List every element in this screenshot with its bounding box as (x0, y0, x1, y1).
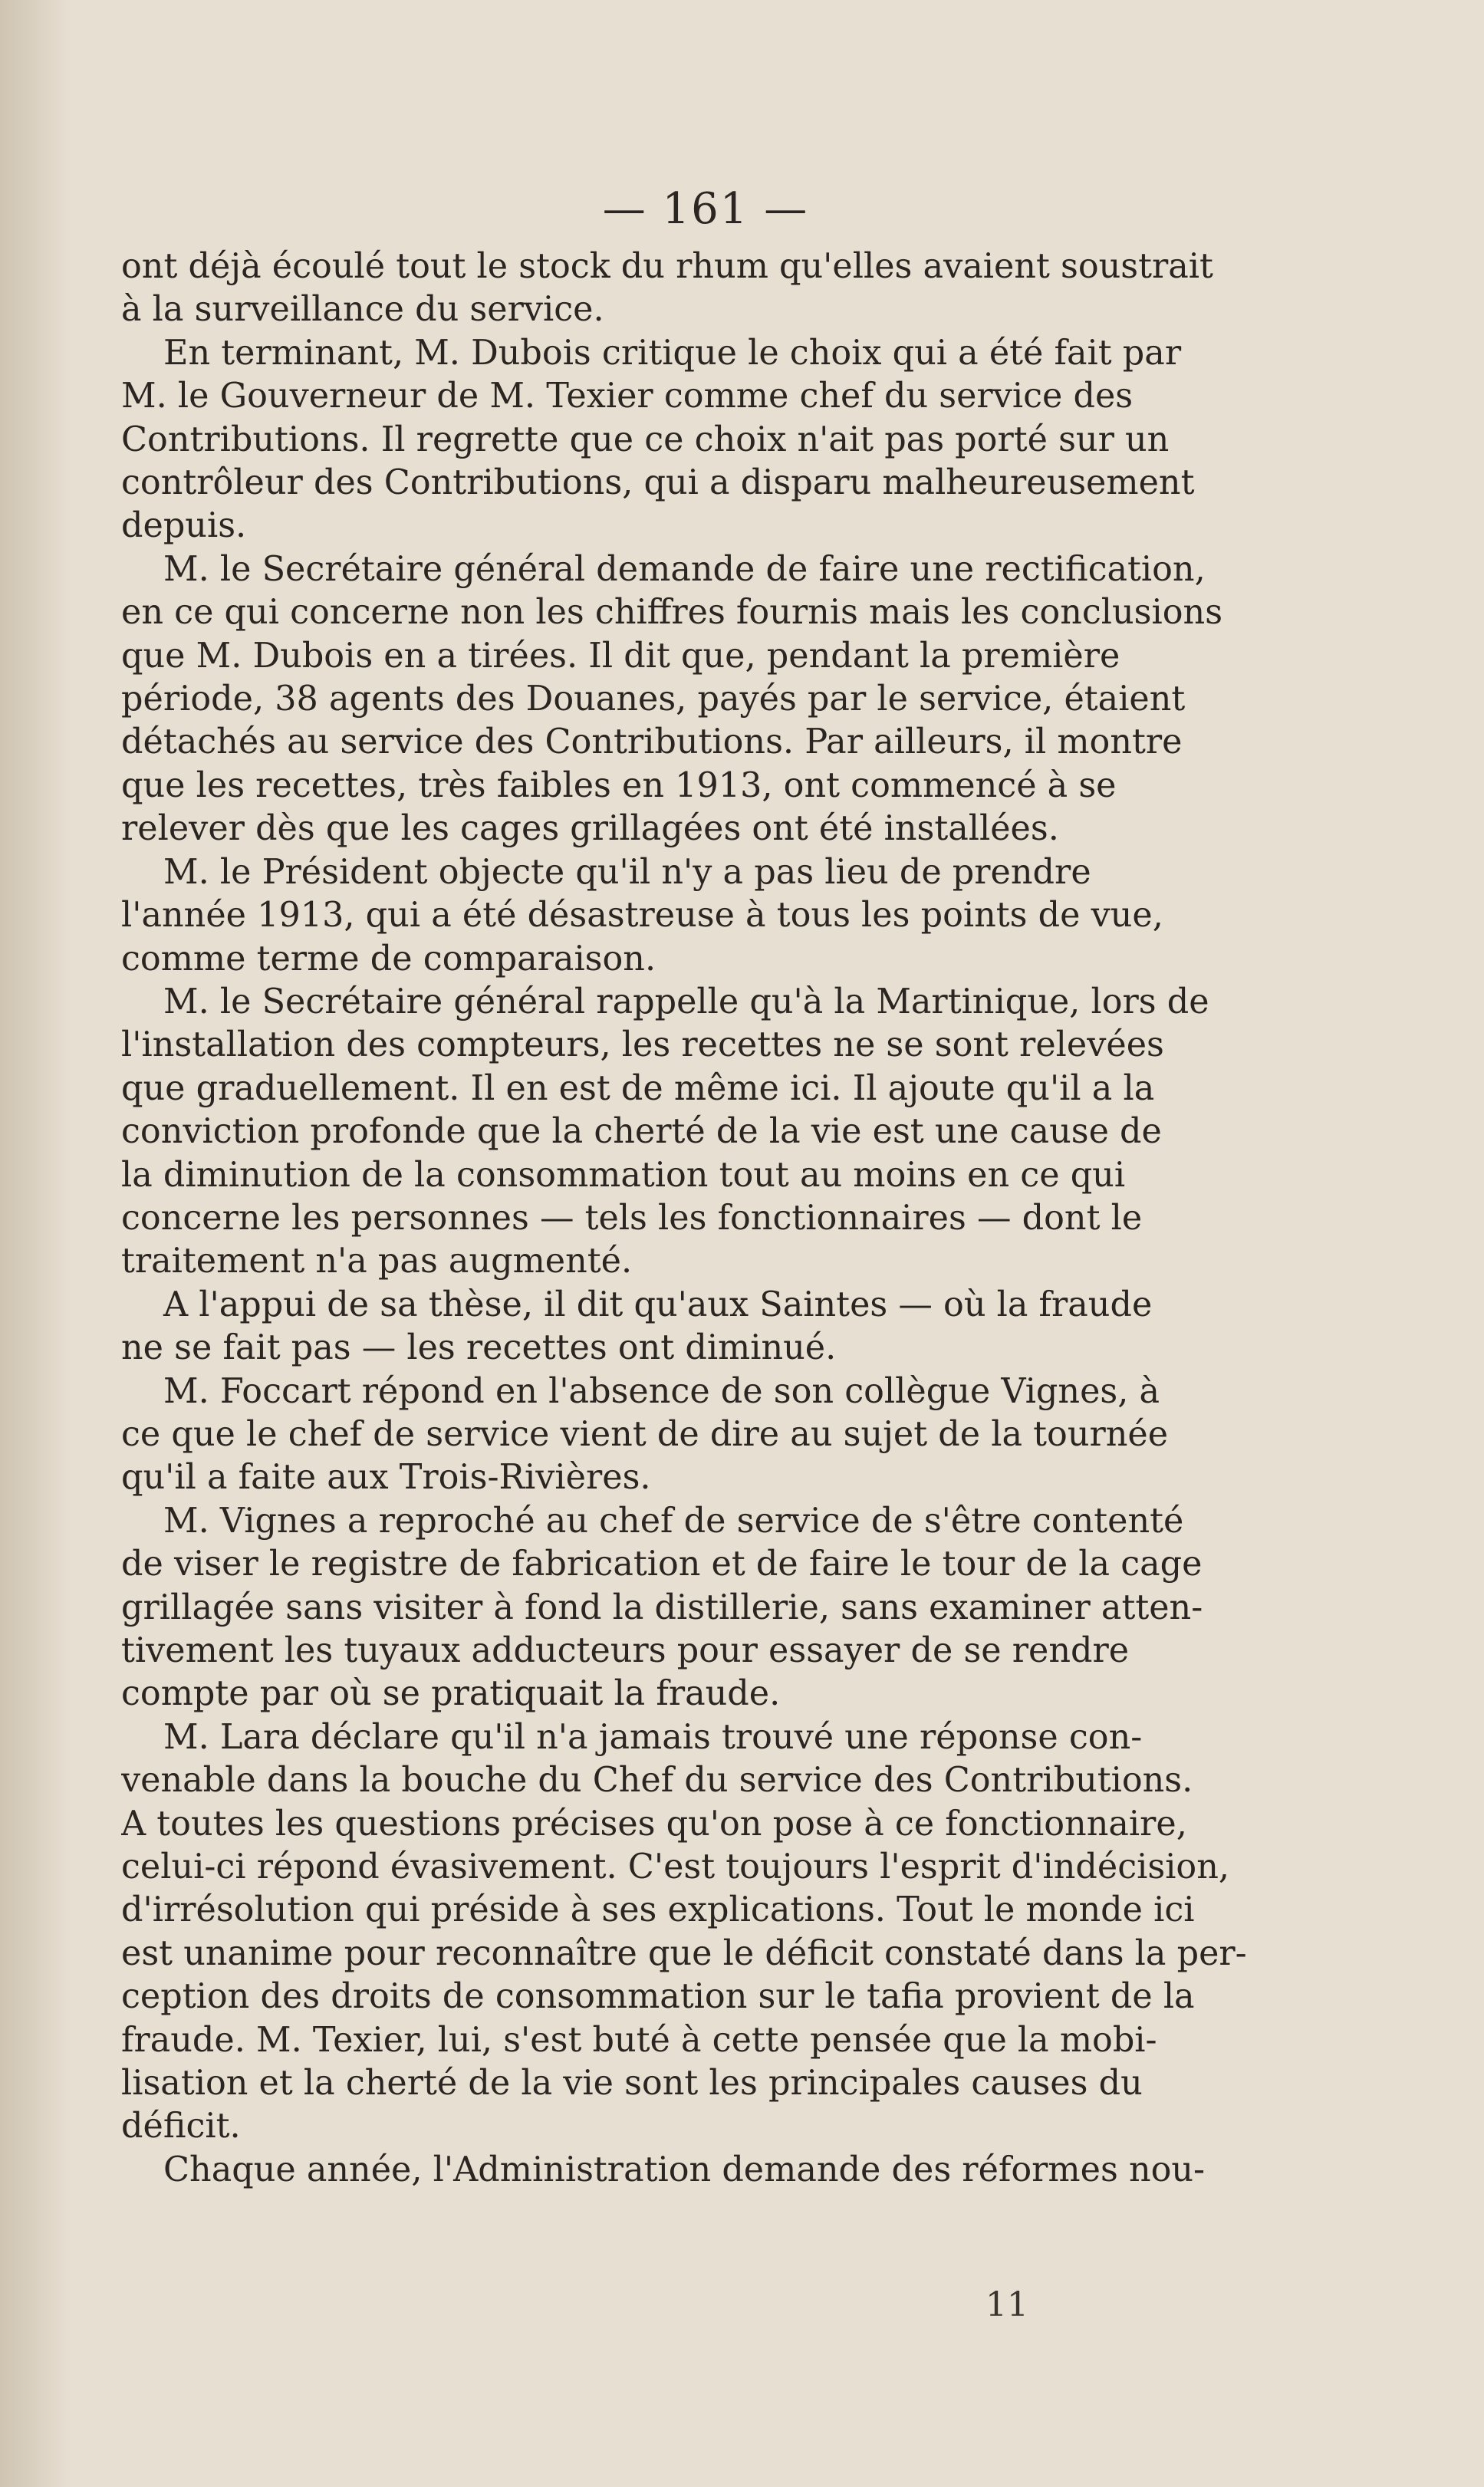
text-line: comme terme de comparaison. (121, 939, 656, 979)
text-line: période, 38 agents des Douanes, payés par le service, étaient (121, 679, 1186, 719)
text-line: l'année 1913, qui a été désastreuse à tous les points de vue, (121, 896, 1163, 936)
text-line: tivement les tuyaux adducteurs pour essayer de se rendre (121, 1631, 1130, 1670)
text-line: traitement n'a pas augmenté. (121, 1242, 633, 1281)
signature-mark: 11 (985, 2285, 1028, 2324)
text-line: contrôleur des Contributions, qui a disparu malheureusement (121, 463, 1195, 503)
text-line: à la surveillance du service. (121, 290, 604, 330)
text-line: ont déjà écoulé tout le stock du rhum qu'elles avaient soustrait (121, 247, 1213, 286)
text-line: que M. Dubois en a tirées. Il dit que, pendant la première (121, 636, 1120, 676)
text-line: celui-ci répond évasivement. C'est toujours l'esprit d'indécision, (121, 1847, 1230, 1887)
text-line: M. Vignes a reproché au chef de service de s'être contenté (163, 1501, 1184, 1541)
text-line: de viser le registre de fabrication et de faire le tour de la cage (121, 1545, 1203, 1584)
text-line: Chaque année, l'Administration demande des réformes nou- (163, 2150, 1206, 2189)
text-line: est unanime pour reconnaître que le déficit constaté dans la per- (121, 1933, 1247, 1973)
text-line: concerne les personnes — tels les fonctionnaires — dont le (121, 1198, 1143, 1238)
text-line: grillagée sans visiter à fond la distillerie, sans examiner atten- (121, 1587, 1203, 1627)
text-line: ce que le chef de service vient de dire au sujet de la tournée (121, 1414, 1169, 1454)
text-line: que graduellement. Il en est de même ici. Il ajoute qu'il a la (121, 1068, 1155, 1108)
text-line: M. le Président objecte qu'il n'y a pas lieu de prendre (163, 852, 1091, 892)
text-line: déficit. (121, 2107, 241, 2147)
page-number: — 161 — (602, 184, 809, 234)
text-line: relever dès que les cages grillagées ont été installées. (121, 809, 1059, 849)
text-line: compte par où se pratiquait la fraude. (121, 1674, 781, 1714)
text-line: ne se fait pas — les recettes ont diminué. (121, 1328, 837, 1368)
text-line: M. le Secrétaire général demande de faire une rectification, (163, 549, 1206, 589)
text-line: l'installation des compteurs, les recettes ne se sont relevées (121, 1025, 1164, 1065)
text-line: d'irrésolution qui préside à ses explications. Tout le monde ici (121, 1890, 1195, 1930)
text-line: A l'appui de sa thèse, il dit qu'aux Saintes — où la fraude (163, 1285, 1153, 1324)
text-line: Contributions. Il regrette que ce choix n'ait pas porté sur un (121, 419, 1170, 459)
text-line: M. le Secrétaire général rappelle qu'à la Martinique, lors de (163, 982, 1209, 1021)
text-line: M. Foccart répond en l'absence de son collègue Vignes, à (163, 1371, 1160, 1411)
text-line: M. Lara déclare qu'il n'a jamais trouvé une réponse con- (163, 1717, 1143, 1757)
text-line: M. le Gouverneur de M. Texier comme chef du service des (121, 377, 1134, 416)
body-text (121, 245, 1295, 2192)
text-line: la diminution de la consommation tout au moins en ce qui (121, 1155, 1126, 1195)
text-line: en ce qui concerne non les chiffres fournis mais les conclusions (121, 593, 1223, 633)
text-line: qu'il a faite aux Trois-Rivières. (121, 1458, 651, 1498)
page-gutter-shadow (0, 0, 69, 2487)
text-line: détachés au service des Contributions. Par ailleurs, il montre (121, 722, 1183, 762)
text-line: lisation et la cherté de la vie sont les principales causes du (121, 2064, 1143, 2104)
text-line: En terminant, M. Dubois critique le choix qui a été fait par (163, 333, 1182, 373)
text-line: que les recettes, très faibles en 1913, ont commencé à se (121, 765, 1117, 805)
text-line: A toutes les questions précises qu'on pose à ce fonctionnaire, (121, 1804, 1187, 1844)
text-line: depuis. (121, 506, 247, 546)
text-line: conviction profonde que la cherté de la vie est une cause de (121, 1112, 1162, 1152)
text-line: ception des droits de consommation sur le tafia provient de la (121, 1977, 1195, 2017)
text-line: venable dans la bouche du Chef du service des Contributions. (121, 1761, 1193, 1801)
text-line: fraude. M. Texier, lui, s'est buté à cette pensée que la mobi- (121, 2020, 1157, 2060)
